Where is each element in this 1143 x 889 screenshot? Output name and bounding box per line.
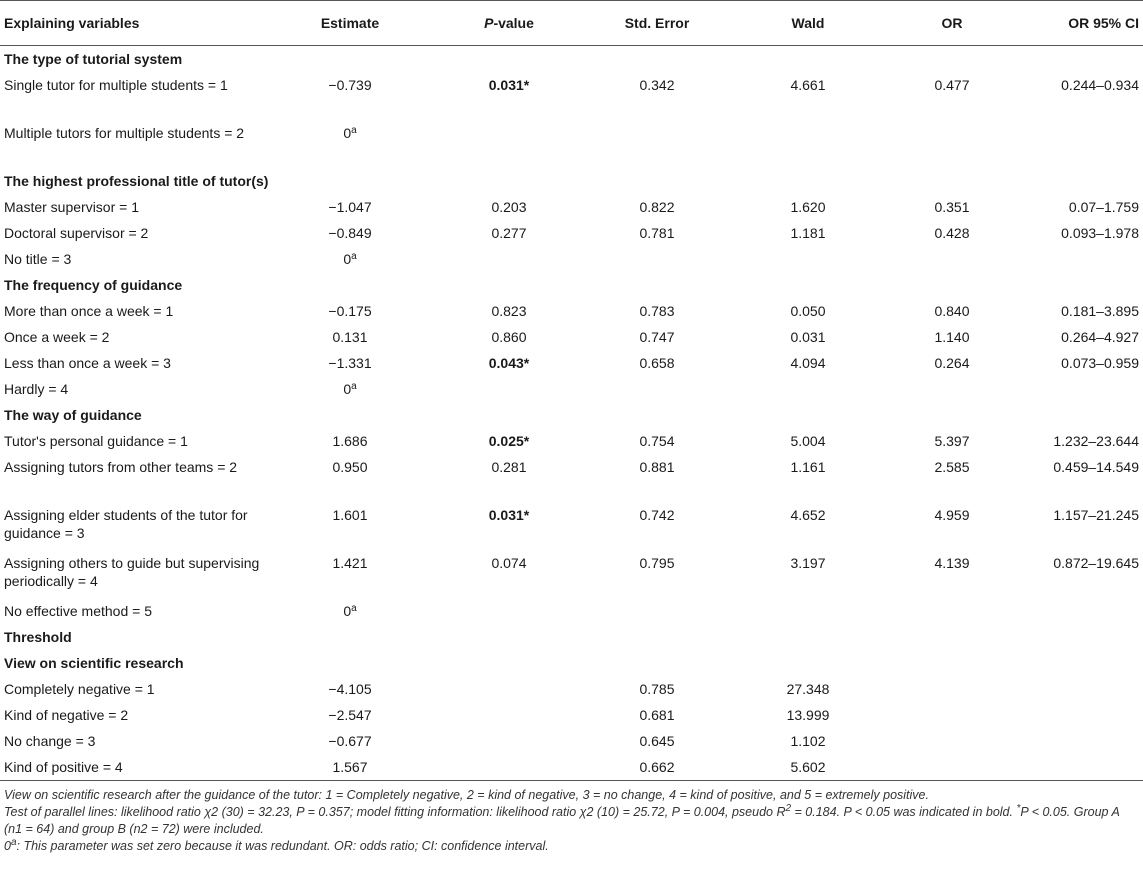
std-error-cell: 0.747 — [639, 329, 675, 345]
variable-label: Multiple tutors for multiple students = 2 — [4, 125, 245, 141]
table-row — [0, 454, 1143, 502]
or-cell: 4.959 — [934, 507, 970, 523]
p-value-cell: 0.031* — [488, 507, 530, 523]
wald-cell — [734, 376, 882, 402]
estimate-cell: 1.567 — [262, 754, 438, 781]
variable-label: No effective method = 5 — [4, 603, 152, 619]
p-value-cell — [438, 598, 580, 624]
note-df1: 30 — [225, 805, 240, 819]
std-error-cell: 0.742 — [639, 507, 675, 523]
section-title: View on scientific research — [4, 655, 184, 671]
estimate-cell: −4.105 — [328, 681, 372, 697]
estimate-value: 0 — [343, 381, 352, 397]
note-sup: 2 — [785, 803, 792, 814]
p-value-cell: 0.823 — [491, 303, 527, 319]
wald-cell: 0.031 — [790, 329, 826, 345]
estimate-footnote-mark: a — [351, 603, 357, 614]
estimate-cell: 0.131 — [332, 329, 368, 345]
section-title: Threshold — [4, 629, 72, 645]
or-ci-cell — [1022, 702, 1143, 728]
or-ci-cell: 0.07–1.759 — [1068, 199, 1139, 215]
or-ci-cell — [1022, 246, 1143, 272]
variable-label: Assigning others to guide but supervising periodically = 4 — [4, 555, 260, 589]
std-error-cell: 0.783 — [639, 303, 675, 319]
variable-label: Less than once a week = 3 — [4, 355, 171, 371]
note-text: : This parameter was set zero because it was redundant. OR: odds ratio; CI: confidence interval. — [16, 839, 549, 853]
table-row — [0, 350, 1143, 376]
estimate-cell: −2.547 — [328, 707, 372, 723]
variable-label: Kind of negative = 2 — [4, 707, 129, 723]
table-body — [0, 46, 1143, 781]
or-cell: 4.139 — [934, 555, 970, 571]
estimate-cell: −0.677 — [328, 733, 372, 749]
section-title: The type of tutorial system — [4, 51, 183, 67]
or-ci-cell: 0.872–19.645 — [1053, 555, 1139, 571]
std-error-cell: 0.658 — [639, 355, 675, 371]
header-p-value — [438, 1, 580, 46]
or-ci-cell: 0.244–0.934 — [1061, 77, 1139, 93]
note-text: Test of parallel lines: likelihood ratio χ2 ( — [4, 805, 226, 819]
p-value-cell: 0.860 — [491, 329, 527, 345]
wald-cell: 1.161 — [790, 459, 826, 475]
header-row — [0, 1, 1143, 46]
or-ci-cell: 1.157–21.245 — [1053, 507, 1139, 523]
or-ci-cell — [1022, 754, 1143, 781]
std-error-cell: 0.781 — [639, 225, 675, 241]
or-cell: 0.264 — [934, 355, 970, 371]
p-value-cell — [438, 754, 580, 781]
std-error-cell: 0.342 — [639, 77, 675, 93]
header-std-error: Std. Error — [580, 1, 734, 46]
estimate-value: 0 — [343, 251, 352, 267]
section-row — [0, 46, 1143, 73]
table-row — [0, 72, 1143, 120]
section-row — [0, 168, 1143, 194]
variable-label: Single tutor for multiple students = 1 — [4, 77, 228, 93]
section-title: The way of guidance — [4, 407, 142, 423]
std-error-cell — [580, 376, 734, 402]
estimate-cell: 1.601 — [332, 507, 368, 523]
estimate-value: 0 — [343, 125, 352, 141]
wald-cell: 27.348 — [786, 681, 830, 697]
wald-cell: 4.652 — [790, 507, 826, 523]
variable-label: Assigning elder students of the tutor for guidance = 3 — [4, 507, 248, 541]
section-row — [0, 624, 1143, 650]
section-row — [0, 272, 1143, 298]
wald-cell: 4.094 — [790, 355, 826, 371]
std-error-cell — [580, 120, 734, 168]
header-p-rest: -value — [493, 15, 534, 31]
note-text: = 0.184. P < 0.05 was indicated in bold. — [791, 805, 1017, 819]
variable-label: Doctoral supervisor = 2 — [4, 225, 149, 241]
std-error-cell: 0.795 — [639, 555, 675, 571]
variable-label: No title = 3 — [4, 251, 72, 267]
p-value-cell — [438, 676, 580, 702]
or-cell — [882, 598, 1022, 624]
p-value-cell — [438, 702, 580, 728]
or-cell — [882, 246, 1022, 272]
table-row — [0, 120, 1143, 168]
estimate-cell — [262, 120, 438, 168]
note-df2: 10 — [601, 805, 615, 819]
variable-label: Master supervisor = 1 — [4, 199, 139, 215]
or-cell: 0.477 — [934, 77, 970, 93]
std-error-cell: 0.662 — [580, 754, 734, 781]
estimate-footnote-mark: a — [351, 381, 357, 392]
p-value-cell: 0.277 — [491, 225, 527, 241]
or-cell — [882, 376, 1022, 402]
section-row — [0, 402, 1143, 428]
header-or: OR — [882, 1, 1022, 46]
wald-cell: 1.620 — [790, 199, 826, 215]
or-ci-cell: 0.093–1.978 — [1061, 225, 1139, 241]
wald-cell: 3.197 — [790, 555, 826, 571]
estimate-cell: 0.950 — [332, 459, 368, 475]
or-ci-cell — [1022, 728, 1143, 754]
header-wald: Wald — [734, 1, 882, 46]
or-cell: 0.840 — [934, 303, 970, 319]
std-error-cell — [580, 598, 734, 624]
table-row — [0, 702, 1143, 728]
wald-cell: 1.181 — [790, 225, 826, 241]
header-explaining-variables: Explaining variables — [0, 1, 262, 46]
estimate-cell: 1.421 — [332, 555, 368, 571]
wald-cell: 5.602 — [734, 754, 882, 781]
variable-label: Kind of positive = 4 — [0, 754, 262, 781]
table-row — [0, 550, 1143, 598]
or-cell — [882, 728, 1022, 754]
estimate-cell: −0.849 — [328, 225, 372, 241]
or-cell — [882, 754, 1022, 781]
section-title: The highest professional title of tutor(s) — [4, 173, 269, 189]
or-cell: 2.585 — [934, 459, 970, 475]
wald-cell — [734, 246, 882, 272]
variable-label: More than once a week = 1 — [4, 303, 174, 319]
or-cell: 5.397 — [934, 433, 970, 449]
p-value-cell: 0.074 — [491, 555, 527, 571]
estimate-cell: 1.686 — [332, 433, 368, 449]
or-cell — [882, 120, 1022, 168]
p-value-cell: 0.043* — [488, 355, 530, 371]
table-row — [0, 376, 1143, 402]
table-row — [0, 676, 1143, 702]
std-error-cell: 0.681 — [639, 707, 675, 723]
p-value-cell: 0.025* — [488, 433, 530, 449]
note-text: P < 0.05. Group A (n1 = 64) and group B (n2 = 72) were included. — [4, 805, 1120, 836]
wald-cell: 1.102 — [790, 733, 826, 749]
variable-label: Once a week = 2 — [4, 329, 110, 345]
note-text: ) = 25.72, P = 0.004, pseudo R — [615, 805, 786, 819]
or-cell — [882, 702, 1022, 728]
variable-label: Completely negative = 1 — [4, 681, 155, 697]
p-value-cell — [438, 376, 580, 402]
note-text: ) = 32.23, P = 0.357; model fitting information: likelihood ratio χ2 ( — [239, 805, 602, 819]
estimate-cell — [262, 598, 438, 624]
or-ci-cell: 0.264–4.927 — [1061, 329, 1139, 345]
section-title: The frequency of guidance — [4, 277, 183, 293]
table-row — [0, 220, 1143, 246]
header-or-ci: OR 95% CI — [1022, 1, 1143, 46]
estimate-cell: −1.331 — [328, 355, 372, 371]
or-cell: 0.351 — [934, 199, 970, 215]
note-line-2 — [4, 804, 1139, 838]
estimate-cell — [262, 246, 438, 272]
p-value-cell: 0.203 — [491, 199, 527, 215]
table-row — [0, 298, 1143, 324]
wald-cell: 4.661 — [790, 77, 826, 93]
estimate-cell: −0.739 — [328, 77, 372, 93]
or-ci-cell: 0.459–14.549 — [1053, 459, 1139, 475]
wald-cell: 0.050 — [790, 303, 826, 319]
variable-label: Hardly = 4 — [4, 381, 69, 397]
variable-label: No change = 3 — [4, 733, 96, 749]
p-value-cell: 0.281 — [491, 459, 527, 475]
header-p-italic: P — [484, 15, 494, 31]
estimate-value: 0 — [343, 603, 352, 619]
estimate-cell — [262, 376, 438, 402]
or-ci-cell — [1022, 376, 1143, 402]
note-text: 0 — [4, 839, 11, 853]
wald-cell: 13.999 — [786, 707, 830, 723]
std-error-cell — [580, 246, 734, 272]
note-line-1: View on scientific research after the guidance of the tutor: 1 = Completely negative, 2 = kind of negative, 3 = no change, 4 = kind of positive, and 5 = extremely positive. — [4, 788, 929, 802]
note-sup: a — [10, 837, 17, 848]
table-row — [0, 428, 1143, 454]
table-row — [0, 598, 1143, 624]
p-value-cell: 0.031* — [488, 77, 530, 93]
std-error-cell: 0.785 — [639, 681, 675, 697]
or-ci-cell — [1022, 676, 1143, 702]
p-value-cell — [438, 246, 580, 272]
section-row — [0, 650, 1143, 676]
estimate-footnote-mark: a — [351, 251, 357, 262]
table-row — [0, 194, 1143, 220]
estimate-footnote-mark: a — [351, 125, 357, 136]
or-cell: 1.140 — [934, 329, 970, 345]
or-ci-cell — [1022, 598, 1143, 624]
wald-cell — [734, 120, 882, 168]
table-row — [0, 728, 1143, 754]
note-star: * — [1016, 803, 1021, 814]
table-notes — [0, 781, 1143, 855]
variable-label: Assigning tutors from other teams = 2 — [4, 459, 238, 475]
table-row — [0, 246, 1143, 272]
std-error-cell: 0.754 — [639, 433, 675, 449]
or-ci-cell: 1.232–23.644 — [1053, 433, 1139, 449]
wald-cell: 5.004 — [790, 433, 826, 449]
wald-cell — [734, 598, 882, 624]
note-line-3 — [4, 838, 1139, 855]
or-cell — [882, 676, 1022, 702]
std-error-cell: 0.645 — [639, 733, 675, 749]
p-value-cell — [438, 728, 580, 754]
table-row — [0, 754, 1143, 781]
std-error-cell: 0.822 — [639, 199, 675, 215]
or-ci-cell: 0.073–0.959 — [1061, 355, 1139, 371]
or-ci-cell: 0.181–3.895 — [1061, 303, 1139, 319]
p-value-cell — [438, 120, 580, 168]
header-estimate: Estimate — [262, 1, 438, 46]
table-row — [0, 324, 1143, 350]
or-cell: 0.428 — [934, 225, 970, 241]
table-row — [0, 502, 1143, 550]
or-ci-cell — [1022, 120, 1143, 168]
variable-label: Tutor's personal guidance = 1 — [4, 433, 188, 449]
std-error-cell: 0.881 — [639, 459, 675, 475]
estimate-cell: −1.047 — [328, 199, 372, 215]
estimate-cell: −0.175 — [328, 303, 372, 319]
